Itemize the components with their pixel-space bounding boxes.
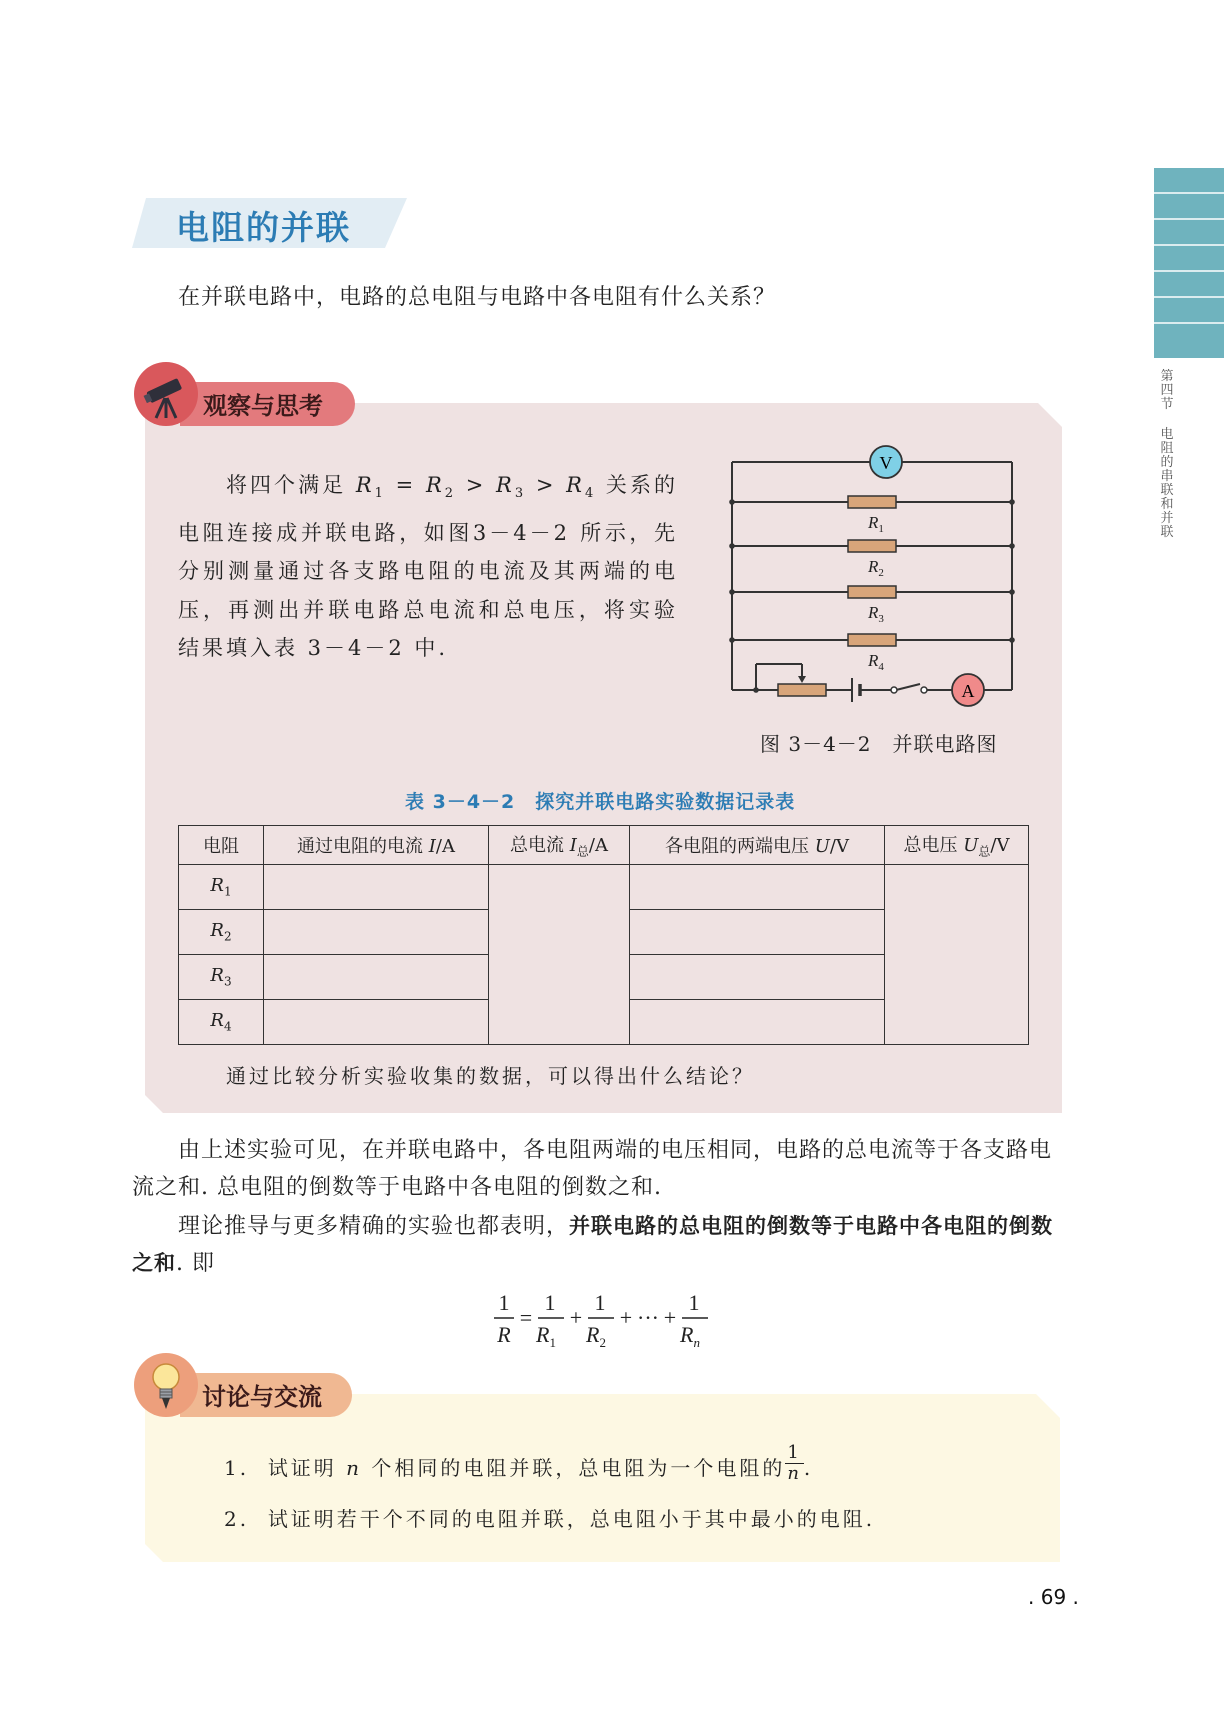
header-total-current: 总电流 $I_总/A$: [489, 826, 630, 865]
empty-cell: [630, 955, 885, 1000]
empty-cell: [264, 1000, 489, 1045]
svg-text:R3: $R_3$: [868, 603, 884, 625]
parallel-resistance-formula: [490, 1286, 720, 1356]
svg-text:1: 1: [498, 1290, 510, 1315]
empty-cell: [630, 910, 885, 955]
figure-caption: 图 3－4－2 并联电路图: [760, 732, 998, 756]
side-tab: [1154, 168, 1224, 358]
intro-question: 在并联电路中，电路的总电阻与电路中各电阻有什么关系？: [178, 285, 777, 310]
svg-text:1: 1: [688, 1290, 700, 1315]
observe-question: 通过比较分析实验收集的数据，可以得出什么结论？: [226, 1064, 755, 1088]
total-voltage-cell: [885, 865, 1029, 1045]
row-label: $R_2$: [179, 910, 264, 955]
side-section-label: 电阻的串联和并联: [1160, 427, 1174, 540]
svg-text:R2: $R_2$: [586, 1322, 606, 1350]
discuss-item-1: 1. 试证明 n 个相同的电阻并联，总电阻为一个电阻的 $\frac{1}{n}$ .: [224, 1442, 814, 1484]
table-caption: 表 3－4－2 探究并联电路实验数据记录表: [405, 791, 796, 813]
observe-title: 观察与思考: [203, 392, 323, 420]
row-label: $R_4$: [179, 1000, 264, 1045]
svg-text:R2: $R_2$: [868, 557, 884, 579]
section-title: 电阻的并联: [176, 208, 351, 247]
observe-para-rest: 关系的电阻连接成并联电路，如图3－4－2 所示，先分别测量通过各支路电阻的电流及其两端的电压，再测出并联电路总电流和总电压，将实验结果填入表 3－4－2 中.: [178, 473, 678, 661]
empty-cell: [264, 910, 489, 955]
resistor-label-r4: R: [868, 651, 879, 670]
parallel-circuit-diagram: [724, 440, 1030, 714]
svg-text:+: +: [569, 1305, 583, 1330]
resistor-label-r3: R: [868, 603, 879, 622]
header-total-voltage: 总电压 $U_总/V$: [885, 826, 1029, 865]
discuss-item-2: 2. 试证明若干个不同的电阻并联，总电阻小于其中最小的电阻.: [224, 1507, 876, 1531]
header-branch-voltage: 各电阻的两端电压 U/V: [630, 826, 885, 865]
svg-text:1: 1: [544, 1290, 556, 1315]
svg-text:R1: $R_1$: [536, 1322, 556, 1350]
lightbulb-icon: [134, 1353, 198, 1417]
empty-cell: [264, 865, 489, 910]
key-statement: 并联电路的总电阻的倒数等于电路中各电阻的倒数之和: [132, 1214, 1054, 1275]
page-number: . 69 .: [1028, 1585, 1079, 1609]
svg-text:R4: $R_4$: [868, 651, 884, 673]
side-chapter-label: 第四节: [1160, 369, 1174, 412]
conclusion-paragraph-2: 理论推导与更多精确的实验也都表明，并联电路的总电阻的倒数等于电路中各电阻的倒数之和. 即: [132, 1214, 1054, 1276]
header-branch-current: 通过电阻的电流 I/A: [264, 826, 489, 865]
discuss-title: 讨论与交流: [202, 1383, 322, 1411]
svg-text:=: =: [519, 1305, 533, 1330]
row-label: $R_1$: [179, 865, 264, 910]
voltmeter-label: V: [879, 453, 893, 473]
empty-cell: [630, 1000, 885, 1045]
svg-text:···: ···: [637, 1305, 659, 1330]
conclusion-paragraph-1: 由上述实验可见，在并联电路中，各电阻两端的电压相同，电路的总电流等于各支路电流之和. 总电阻的倒数等于电路中各电阻的倒数之和.: [132, 1138, 1053, 1200]
svg-text:R1: $R_1$: [868, 513, 884, 535]
table-row: [179, 865, 1029, 910]
svg-text:Rn: $R_n$: [680, 1322, 700, 1350]
svg-text:+: +: [663, 1305, 677, 1330]
empty-cell: [630, 865, 885, 910]
data-record-table: [178, 825, 1029, 1045]
total-current-cell: [489, 865, 630, 1045]
ammeter-label: A: [961, 681, 975, 701]
observe-para-start: 将四个满足: [226, 473, 347, 497]
svg-text:+: +: [619, 1305, 633, 1330]
resistor-label-r1: R: [868, 513, 879, 532]
svg-text:1: 1: [594, 1290, 606, 1315]
header-resistor: 电阻: [179, 826, 264, 865]
telescope-icon: [134, 362, 198, 426]
row-label: $R_3$: [179, 955, 264, 1000]
resistor-label-r2: R: [868, 557, 879, 576]
empty-cell: [264, 955, 489, 1000]
svg-text:R: R: [497, 1322, 511, 1347]
observe-paragraph: 将四个满足 $R_1 = R_2 > R_3 > R_4$ 关系的电阻连接成并联电路，如图3－4－2 所示，先分别测量通过各支路电阻的电流及其两端的电压，再测出并联电路总电流和总电压，将实验结果填入表 3－4－2 中.: [178, 473, 678, 661]
